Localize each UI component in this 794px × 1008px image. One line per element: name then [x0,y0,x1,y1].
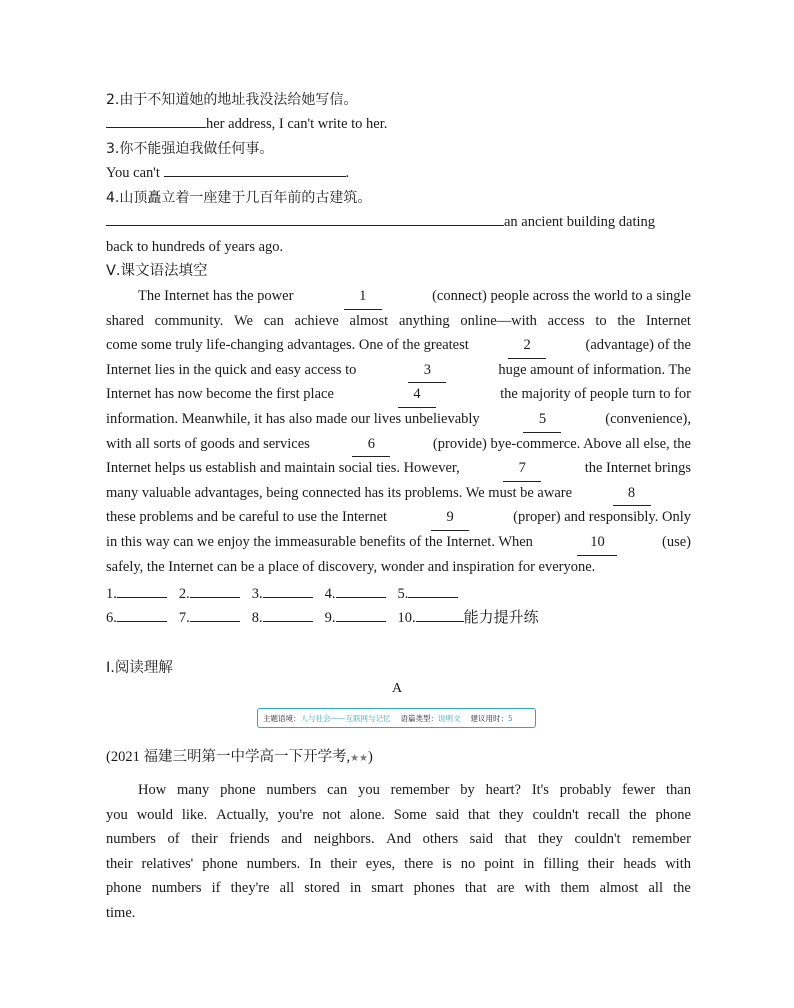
cloze-blank-1[interactable]: 1 [344,284,382,310]
answer-blank[interactable] [164,161,346,177]
cloze-line [106,456,691,482]
cloze-line [106,505,691,531]
word: to [595,312,607,329]
answer-number: 3. [251,586,263,602]
reading-line [106,827,691,852]
cloze-blank-9[interactable]: 9 [431,505,469,531]
cloze-line [106,284,691,310]
word: couldn't [574,831,621,848]
cloze-blank-4[interactable]: 4 [398,382,436,408]
word: numbers [151,880,202,897]
answer-item [106,582,167,603]
translation-q2-english [106,112,691,137]
cloze-text: the Internet brings [584,460,691,477]
cloze-text: Internet helps us establish and maintain social ties. However, [106,460,460,477]
word: couldn't [532,806,579,823]
cloze-line [106,333,691,359]
source-line [106,745,691,772]
type-value: 说明文 [438,713,461,723]
cloze-line [106,407,691,433]
answer-blank[interactable] [408,582,458,598]
word: heads [623,855,657,872]
word: not [322,806,341,823]
topic-badge [257,708,536,728]
cloze-text: (advantage) of the [585,337,691,354]
source-text: (2021 福建三明第一中学高一下开学考, [106,749,351,765]
word: said [469,831,494,848]
cloze-line [106,358,691,384]
translation-q4-english [106,210,691,235]
word: you [106,806,128,823]
word: and [281,831,303,848]
word: remember [632,831,691,848]
word: the [673,880,691,897]
word: probably [559,782,612,798]
answer-item [398,582,459,603]
answer-blank[interactable] [263,582,313,598]
answer-blank[interactable] [106,112,206,128]
word: that [504,831,527,848]
answer-number: 5. [397,586,409,602]
word: recall [587,806,620,823]
cloze-line [106,481,691,507]
word: almost [599,880,639,897]
word: no [460,855,476,872]
word: the [617,312,636,329]
word: relatives' [141,855,194,872]
word: their [587,855,615,872]
answer-item [252,606,313,627]
cloze-text: (connect) people across the world to a single [432,288,691,304]
word: that [468,806,490,823]
translation-q4-english-line2: back to hundreds of years ago. [106,239,284,255]
word: all [648,880,663,897]
translation-q3-text: You can't [106,165,160,181]
answer-blank[interactable] [263,606,313,622]
reading-line: time. [106,905,136,921]
word: others [422,831,459,848]
word: than [666,782,691,798]
translation-q3-english [106,161,691,186]
word: online—with [460,312,537,329]
answer-blank[interactable] [106,210,504,226]
word: their [106,855,133,872]
passage-label: A [391,681,403,696]
answer-blank[interactable] [336,582,386,598]
reading-line [106,876,691,901]
cloze-blank-10[interactable]: 10 [577,530,617,556]
translation-q4-chinese: 4.山顶矗立着一座建于几百年前的古建筑。 [106,190,372,206]
word: remember [390,782,450,798]
answer-number: 1. [106,586,117,602]
answer-blank[interactable] [336,606,386,622]
word: friends [229,831,270,848]
reading-line [106,778,691,803]
answer-number: 8. [251,610,263,626]
cloze-text: the majority of people turn to for [500,386,691,403]
word: Actually, [216,806,269,823]
word: if [211,880,221,897]
word: numbers [266,782,317,798]
cloze-text: (use) [662,534,691,550]
word: they're [230,880,270,897]
reading-line [106,803,691,828]
translation-q3-chinese: 3.你不能强迫我做任何事。 [106,141,274,157]
answer-row-1 [106,582,470,603]
cloze-line [106,530,691,556]
theme-label: 主题语境： [263,713,301,723]
answer-item [398,606,464,627]
word: the [628,806,647,823]
word: eyes, [365,855,396,872]
section-v-heading: Ⅴ.课文语法填空 [106,263,208,279]
word: are [496,880,515,897]
word: achieve [294,312,339,329]
cloze-text: safely, the Internet can be a place of discovery, wonder and inspiration for everyone. [106,558,596,575]
cloze-line [106,382,691,408]
answer-item [179,606,240,627]
cloze-text: Internet lies in the quick and easy access to [106,361,357,378]
cloze-blank-2[interactable]: 2 [508,333,546,359]
word: their [191,831,218,848]
word: anything [398,312,450,329]
cloze-text: The Internet has the power [138,288,294,304]
word: with [524,880,551,897]
time-value: 5 [508,713,513,723]
word: phone [106,880,142,897]
word: smart [371,880,404,897]
answer-number: 2. [178,586,190,602]
cloze-text: many valuable advantages, being connected has its problems. We must be aware [106,484,573,501]
answer-number: 7. [178,610,190,626]
word: almost [349,312,389,329]
word: community. [154,312,224,329]
cloze-blank-3[interactable]: 3 [408,358,446,384]
word: alone. [349,806,385,823]
word: can [263,312,284,329]
cloze-text: huge amount of information. The [498,361,691,378]
word: We [234,312,253,329]
word: access [547,312,585,329]
word: they [537,831,563,848]
word: stored [304,880,340,897]
cloze-text: Internet has now become the first place [106,386,334,403]
word: heart? [485,782,521,798]
reading-heading: Ⅰ.阅读理解 [106,660,173,676]
cloze-blank-5[interactable]: 5 [523,407,561,433]
cloze-text: with all sorts of goods and services [106,435,310,452]
cloze-text: (proper) and responsibly. Only [513,509,691,526]
word: And [386,831,412,848]
word: phone [202,855,238,872]
cloze-blank-6[interactable]: 6 [352,432,390,458]
word: numbers [106,831,156,848]
cloze-text: in this way can we enjoy the immeasurable benefits of the Internet. When [106,534,533,550]
word: shared [106,312,144,329]
word: In [309,855,322,872]
cloze-text: come some truly life-changing advantages. One of the greatest [106,337,469,354]
word: would [136,806,173,823]
answer-blank[interactable] [190,606,240,622]
answer-row-2 [106,606,539,627]
difficulty-stars: ★★ [350,753,369,764]
word: point [484,855,515,872]
word: filling [543,855,579,872]
answer-number: 10. [397,610,416,626]
word: in [523,855,535,872]
word: neighbors. [313,831,375,848]
word: there [404,855,434,872]
word: they [498,806,524,823]
word: Some [393,806,427,823]
word: all [279,880,295,897]
answer-number: 6. [106,610,117,626]
cloze-text: (provide) bye-commerce. Above all else, the [432,435,691,452]
translation-q3-period: . [345,165,350,181]
word: of [167,831,180,848]
word: their [330,855,357,872]
word: can [327,782,348,798]
word: fewer [622,782,656,798]
word: phones [413,880,455,897]
time-label: 建议用时： [470,713,508,723]
cloze-text: (convenience), [605,411,691,427]
word: said [435,806,460,823]
source-end: ) [368,749,373,765]
type-label: 语篇类型： [400,713,438,723]
translation-q4-text: an ancient building dating [504,214,656,230]
word: in [349,880,362,897]
cloze-line [106,432,691,458]
translation-q2-text: her address, I can't write to her. [206,116,388,132]
cloze-line [106,555,691,580]
word: phone [220,782,256,798]
cloze-blank-7[interactable]: 7 [503,456,541,482]
word: How [138,782,167,798]
cloze-blank-8[interactable]: 8 [613,481,651,507]
word: that [464,880,487,897]
answer-item [325,606,386,627]
word: Internet [645,312,691,329]
answer-item [325,582,386,603]
cloze-text: information. Meanwhile, it has also made our lives unbelievably [106,411,480,427]
answer-item [179,582,240,603]
answer-number: 4. [324,586,336,602]
next-section-title: 能力提升练 [463,608,539,626]
translation-q2-chinese: 2.由于不知道她的地址我没法给她写信。 [106,92,358,108]
word: numbers. [246,855,301,872]
word: many [177,782,210,798]
answer-item [252,582,313,603]
cloze-text: these problems and be careful to use the Internet [106,509,388,526]
cloze-line [106,309,691,334]
theme-value: 人与社会——互联网与记忆 [300,713,391,723]
word: you [358,782,380,798]
answer-blank[interactable] [190,582,240,598]
reading-line [106,852,691,877]
answer-blank[interactable] [117,606,167,622]
word: phone [655,806,691,823]
word: like. [181,806,208,823]
word: you're [277,806,314,823]
word: It's [531,782,549,798]
word: with [665,855,691,872]
answer-blank[interactable] [416,606,464,622]
word: them [560,880,590,897]
word: by [460,782,475,798]
answer-item [106,606,167,627]
answer-number: 9. [324,610,336,626]
answer-blank[interactable] [117,582,167,598]
word: is [442,855,452,872]
